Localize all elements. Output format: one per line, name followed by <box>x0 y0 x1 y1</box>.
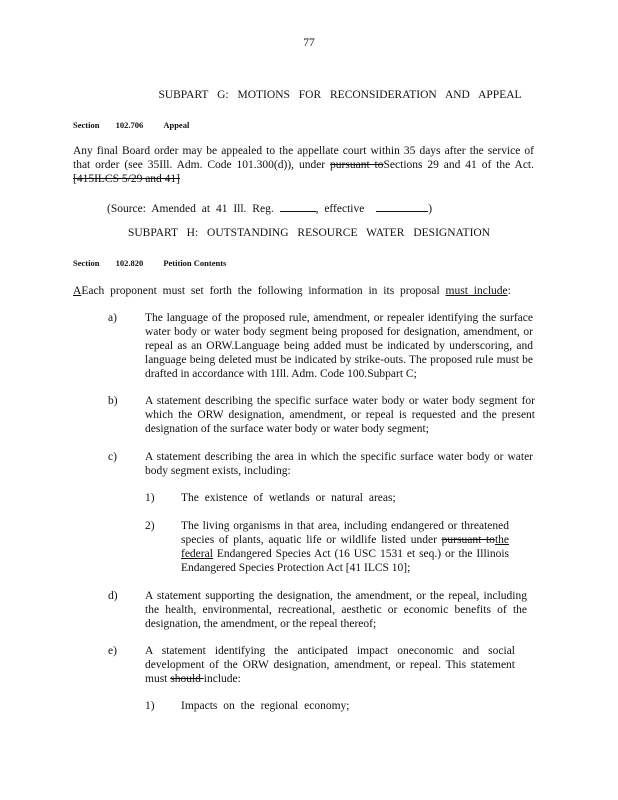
intro-paragraph <box>73 284 511 298</box>
item-e-text <box>145 644 515 686</box>
source-mid: , effective <box>315 203 365 215</box>
intro-text: Each proponent must set forth the following information in its proposal <box>81 285 446 297</box>
item-letter-a: a) <box>108 312 117 324</box>
item-letter-c: c) <box>108 451 117 463</box>
subpart-g-heading: SUBPART G: MOTIONS FOR RECONSIDERATION AND APPEAL <box>158 89 522 101</box>
sub2-text-a: The living organisms in that area, including endangered or threatened species of plants, aquatic life or wildlife listed under <box>181 520 509 546</box>
item-e-text-b: include: <box>203 673 241 685</box>
section-number: 102.820 <box>115 258 144 268</box>
sub2-text-b: Endangered Species Act (16 USC 1531 et seq.) or the Illinois Endangered Species Protection Act [41 ILCS 10]; <box>181 548 509 574</box>
item-e-sub1-text: Impacts on the regional economy; <box>181 700 350 712</box>
section-820-heading <box>73 256 226 270</box>
section-title: Petition Contents <box>163 258 227 268</box>
section-label: Section <box>73 258 100 268</box>
struck-text: should <box>170 673 204 685</box>
source-open: (Source: Amended at 41 Ill. Reg. <box>107 203 274 215</box>
inserted-text: A <box>73 285 82 297</box>
blank-line <box>376 200 428 212</box>
appeal-text-a: Any final Board order may be appealed to the appellate court within 35 days after the service of that order (see 35Ill. Adm. Code 101.300(d)), under <box>73 145 534 171</box>
inserted-text: the federal <box>181 534 509 560</box>
section-706-heading <box>73 118 189 132</box>
section-label: Section <box>73 120 100 130</box>
section-title: Appeal <box>163 120 190 130</box>
item-letter-e: e) <box>108 645 117 657</box>
item-e-text-a: A statement identifying the anticipated impact oneconomic and social development of the ORW designation, amendment, or repeal. This statement must <box>145 645 515 685</box>
item-c-sub1-text: The existence of wetlands or natural areas; <box>181 492 396 504</box>
item-letter-b: b) <box>108 395 118 407</box>
sub-num: 2) <box>145 520 155 532</box>
item-c-text: A statement describing the area in which the specific surface water body or water body segment exists, including: <box>145 451 533 477</box>
item-letter-d: d) <box>108 590 118 602</box>
subpart-h-heading: SUBPART H: OUTSTANDING RESOURCE WATER DESIGNATION <box>127 227 491 239</box>
page-number: 77 <box>303 37 315 49</box>
sub-num: 1) <box>145 700 155 712</box>
struck-text: pursuant to <box>441 534 495 546</box>
item-d-text: A statement supporting the designation, the amendment, or the repeal, including the health, environmental, recreational, aesthetic or economic benefits of the designation, the amendment, or the repeal thereof; <box>145 590 527 630</box>
appeal-paragraph <box>73 144 534 186</box>
item-c-sub2-text <box>181 519 509 575</box>
item-a-text: The language of the proposed rule, amendment, or repealer identifying the surface water body or water body segment being proposed for designation, amendment, or repeal as an ORW.Language being added must be indicated by underscoring, and language being deleted must be indicated by strike-outs. The proposed rule must be drafted in accordance with 1Ill. Adm. Code 100.Subpart C; <box>145 312 533 380</box>
appeal-text-b: Sections 29 and 41 of the Act. <box>383 159 534 171</box>
section-number: 102.706 <box>115 120 144 130</box>
intro-colon: : <box>507 285 511 297</box>
blank-line <box>280 200 316 212</box>
source-close: ) <box>428 203 433 215</box>
source-note <box>107 200 432 216</box>
item-b-text: A statement describing the specific surface water body or water body segment for which the ORW designation, amendment, or repeal is requested and the present designation of the surface water body or water body segment; <box>145 395 535 435</box>
inserted-text: must include <box>445 285 508 297</box>
sub-num: 1) <box>145 492 155 504</box>
struck-text: pursuant to <box>330 159 384 171</box>
struck-citation: [415ILCS 5/29 and 41] <box>73 173 181 185</box>
